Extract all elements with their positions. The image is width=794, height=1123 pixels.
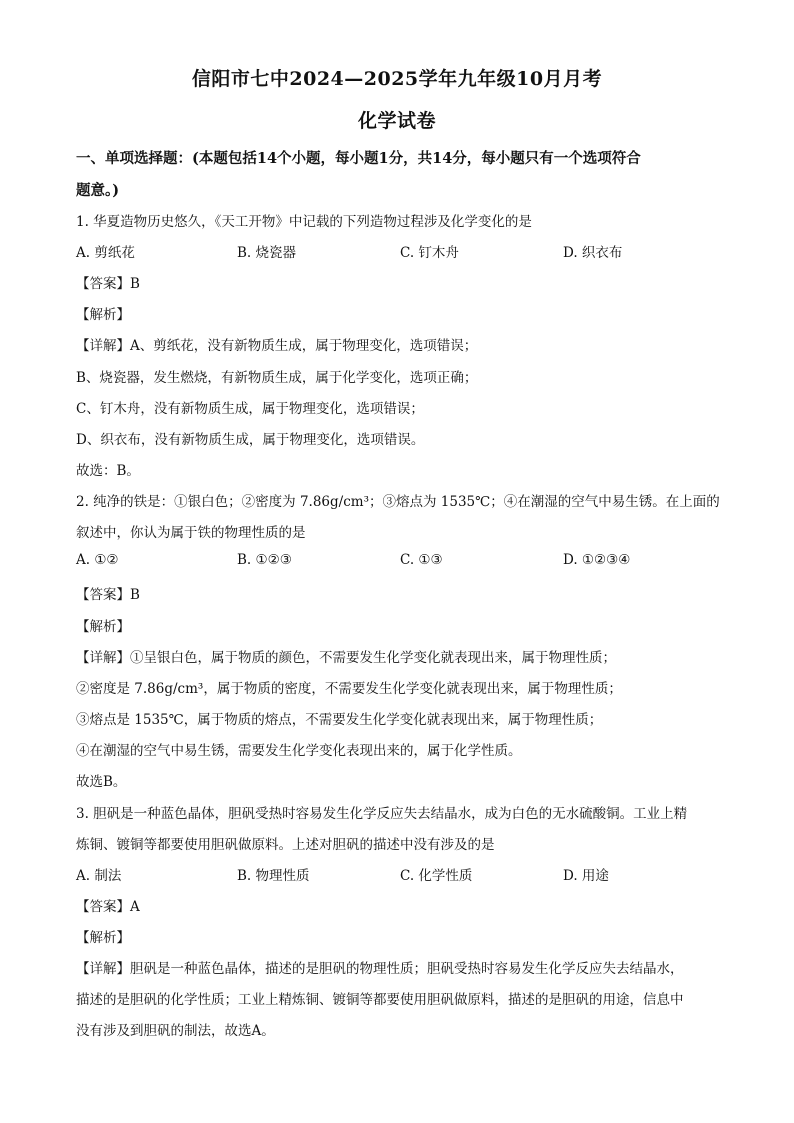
q1-detail-line: C、钉木舟，没有新物质生成，属于物理变化，选项错误； bbox=[76, 401, 424, 417]
q1-option-d: D. 织衣布 bbox=[563, 245, 623, 261]
q3-answer: 【答案】A bbox=[76, 899, 140, 915]
q1-conclusion: 故选：B。 bbox=[76, 463, 140, 479]
q3-analysis-label: 【解析】 bbox=[76, 930, 130, 946]
section-heading: 一、单项选择题：(本题包括14个小题，每小题1分，共14分，每小题只有一个选项符合 bbox=[76, 150, 641, 167]
exam-title: 信阳市七中2024—2025学年九年级10月月考 bbox=[191, 68, 603, 90]
question-2-stem-cont: 叙述中，你认为属于铁的物理性质的是 bbox=[76, 525, 306, 541]
q2-option-c: C. ①③ bbox=[400, 552, 443, 568]
q1-option-c: C. 钉木舟 bbox=[400, 245, 459, 261]
q2-option-b: B. ①②③ bbox=[237, 552, 292, 568]
question-3-stem: 3. 胆矾是一种蓝色晶体，胆矾受热时容易发生化学反应失去结晶水，成为白色的无水硫酸铜。工业上精 bbox=[76, 806, 688, 822]
question-3-stem-cont: 炼铜、镀铜等都要使用胆矾做原料。上述对胆矾的描述中没有涉及的是 bbox=[76, 837, 495, 853]
q2-analysis-label: 【解析】 bbox=[76, 619, 130, 635]
q2-detail-line: 【详解】①呈银白色，属于物质的颜色，不需要发生化学变化就表现出来，属于物理性质； bbox=[76, 650, 616, 666]
q3-option-b: B. 物理性质 bbox=[237, 868, 310, 884]
q1-analysis-label: 【解析】 bbox=[76, 307, 130, 323]
q1-detail-line: B、烧瓷器，发生燃烧，有新物质生成，属于化学变化，选项正确； bbox=[76, 370, 478, 386]
q2-answer: 【答案】B bbox=[76, 587, 140, 603]
q2-detail-line: ②密度是 7.86g/cm³，属于物质的密度，不需要发生化学变化就表现出来，属于物理性质； bbox=[76, 681, 622, 697]
question-1-stem: 1. 华夏造物历史悠久，《天工开物》中记载的下列造物过程涉及化学变化的是 bbox=[76, 214, 532, 230]
q3-detail-line: 描述的是胆矾的化学性质；工业上精炼铜、镀铜等都要使用胆矾做原料，描述的是胆矾的用途，信息中 bbox=[76, 992, 684, 1008]
q2-option-a: A. ①② bbox=[76, 552, 119, 568]
q1-detail-line: D、织衣布，没有新物质生成，属于物理变化，选项错误。 bbox=[76, 432, 425, 448]
q1-answer: 【答案】B bbox=[76, 276, 140, 292]
q2-conclusion: 故选B。 bbox=[76, 774, 127, 790]
q3-detail-line: 【详解】胆矾是一种蓝色晶体，描述的是胆矾的物理性质；胆矾受热时容易发生化学反应失去结晶水， bbox=[76, 961, 684, 977]
q1-detail-line: 【详解】A、剪纸花，没有新物质生成，属于物理变化，选项错误； bbox=[76, 338, 478, 354]
q3-option-d: D. 用途 bbox=[563, 868, 609, 884]
q1-option-a: A. 剪纸花 bbox=[76, 245, 135, 261]
exam-subtitle: 化学试卷 bbox=[357, 110, 436, 132]
q3-detail-line: 没有涉及到胆矾的制法，故选A。 bbox=[76, 1023, 275, 1039]
q1-option-b: B. 烧瓷器 bbox=[237, 245, 297, 261]
q2-option-d: D. ①②③④ bbox=[563, 552, 631, 568]
q3-option-c: C. 化学性质 bbox=[400, 868, 473, 884]
question-2-stem: 2. 纯净的铁是：①银白色；②密度为 7.86g/cm³；③熔点为 1535℃；④在潮湿的空气中易生锈。在上面的 bbox=[76, 494, 720, 510]
q2-detail-line: ③熔点是 1535℃，属于物质的熔点，不需要发生化学变化就表现出来，属于物理性质； bbox=[76, 712, 603, 728]
q2-detail-line: ④在潮湿的空气中易生锈，需要发生化学变化表现出来的，属于化学性质。 bbox=[76, 743, 522, 759]
section-heading-cont: 题意。) bbox=[76, 182, 120, 199]
q3-option-a: A. 制法 bbox=[76, 868, 122, 884]
